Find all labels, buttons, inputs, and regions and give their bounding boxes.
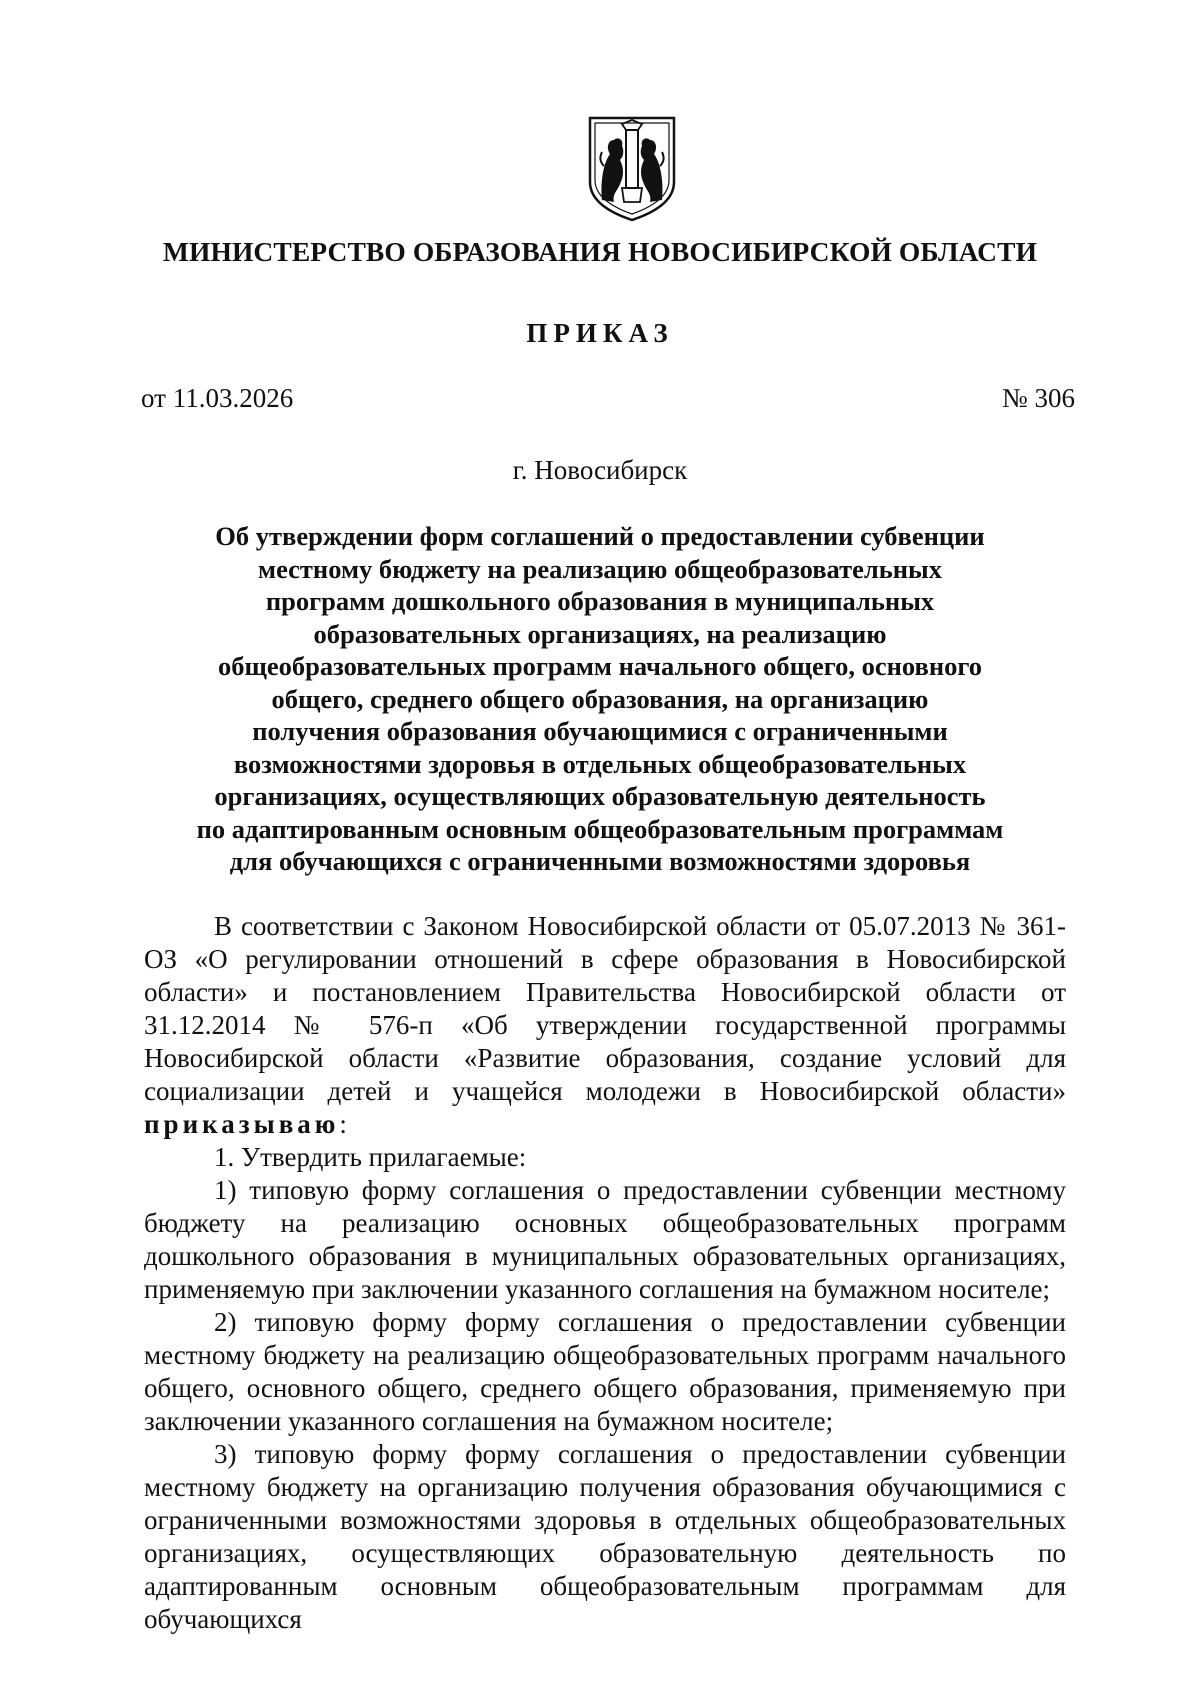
title-line: для обучающихся с ограниченными возможностями здоровья [229,846,971,876]
subitem-1: 1) типовую форму соглашения о предоставлении субвенции местному бюджету на реализацию основных общеобразовательных программ дошкольного образования в муниципальных образовательных организациях, применяемую при заключении указанного соглашения на бумажном носителе; [144,1175,1066,1304]
preamble-text: В соответствии с Законом Новосибирской области от 05.07.2013 № 361-ОЗ «О регулировании отношений в сфере образования в Новосибирской области» и постановлением Правительства Новосибирской области от 31.12.2014 № 576-п «Об утверждении государственной программы Новосибирской области «Развитие образования, создание условий для социализации детей и учащейся молодежи в Новосибирской области» [144,911,1066,1106]
title-line: общеобразовательных программ начального общего, основного [218,651,982,681]
order-number: № 306 [1001,383,1075,413]
order-date: от 11.03.2026 [141,383,294,413]
order-word: приказываю [144,1109,340,1139]
title-line: Об утверждении форм соглашений о предоставлении субвенции [215,521,985,551]
ministry-name: МИНИСТЕРСТВО ОБРАЗОВАНИЯ НОВОСИБИРСКОЙ ОБЛАСТИ [162,236,1038,267]
order-colon: : [339,1109,347,1139]
city: г. Новосибирск [512,455,688,485]
order-title [150,520,1050,878]
subitem-3: 3) типовую форму форму соглашения о предоставлении субвенции местному бюджету на организацию получения образования обучающимися с ограниченными возможностями здоровья в отдельных общеобразовательных организациях, осуществляющих образовательную деятельность по адаптированным основным общеобразовательным программам для обучающихся [144,1439,1066,1634]
coat-of-arms-icon [582,110,682,222]
title-line: организациях, осуществляющих образовательную деятельность [214,781,986,811]
title-line: местному бюджету на реализацию общеобразовательных [258,553,942,584]
document-type: ПРИКАЗ [526,318,674,348]
item-1: 1. Утвердить прилагаемые: [214,1142,527,1172]
title-line: программ дошкольного образования в муниципальных [265,586,935,616]
title-line: возможностями здоровья в отдельных общеобразовательных [233,748,967,779]
subitem-2: 2) типовую форму форму соглашения о предоставлении субвенции местному бюджету на реализацию общеобразовательных программ начального общего, основного общего, среднего общего образования, применяемую при заключении указанного соглашения на бумажном носителе; [144,1307,1066,1436]
preamble-paragraph [144,910,1066,1141]
order-body [144,910,1066,1636]
title-line: образовательных организациях, на реализацию [313,618,887,649]
title-line: общего, среднего общего образования, на организацию [271,683,929,714]
title-line: по адаптированным основным общеобразовательным программам [196,813,1004,844]
title-line: получения образования обучающимися с ограниченными [252,716,948,746]
